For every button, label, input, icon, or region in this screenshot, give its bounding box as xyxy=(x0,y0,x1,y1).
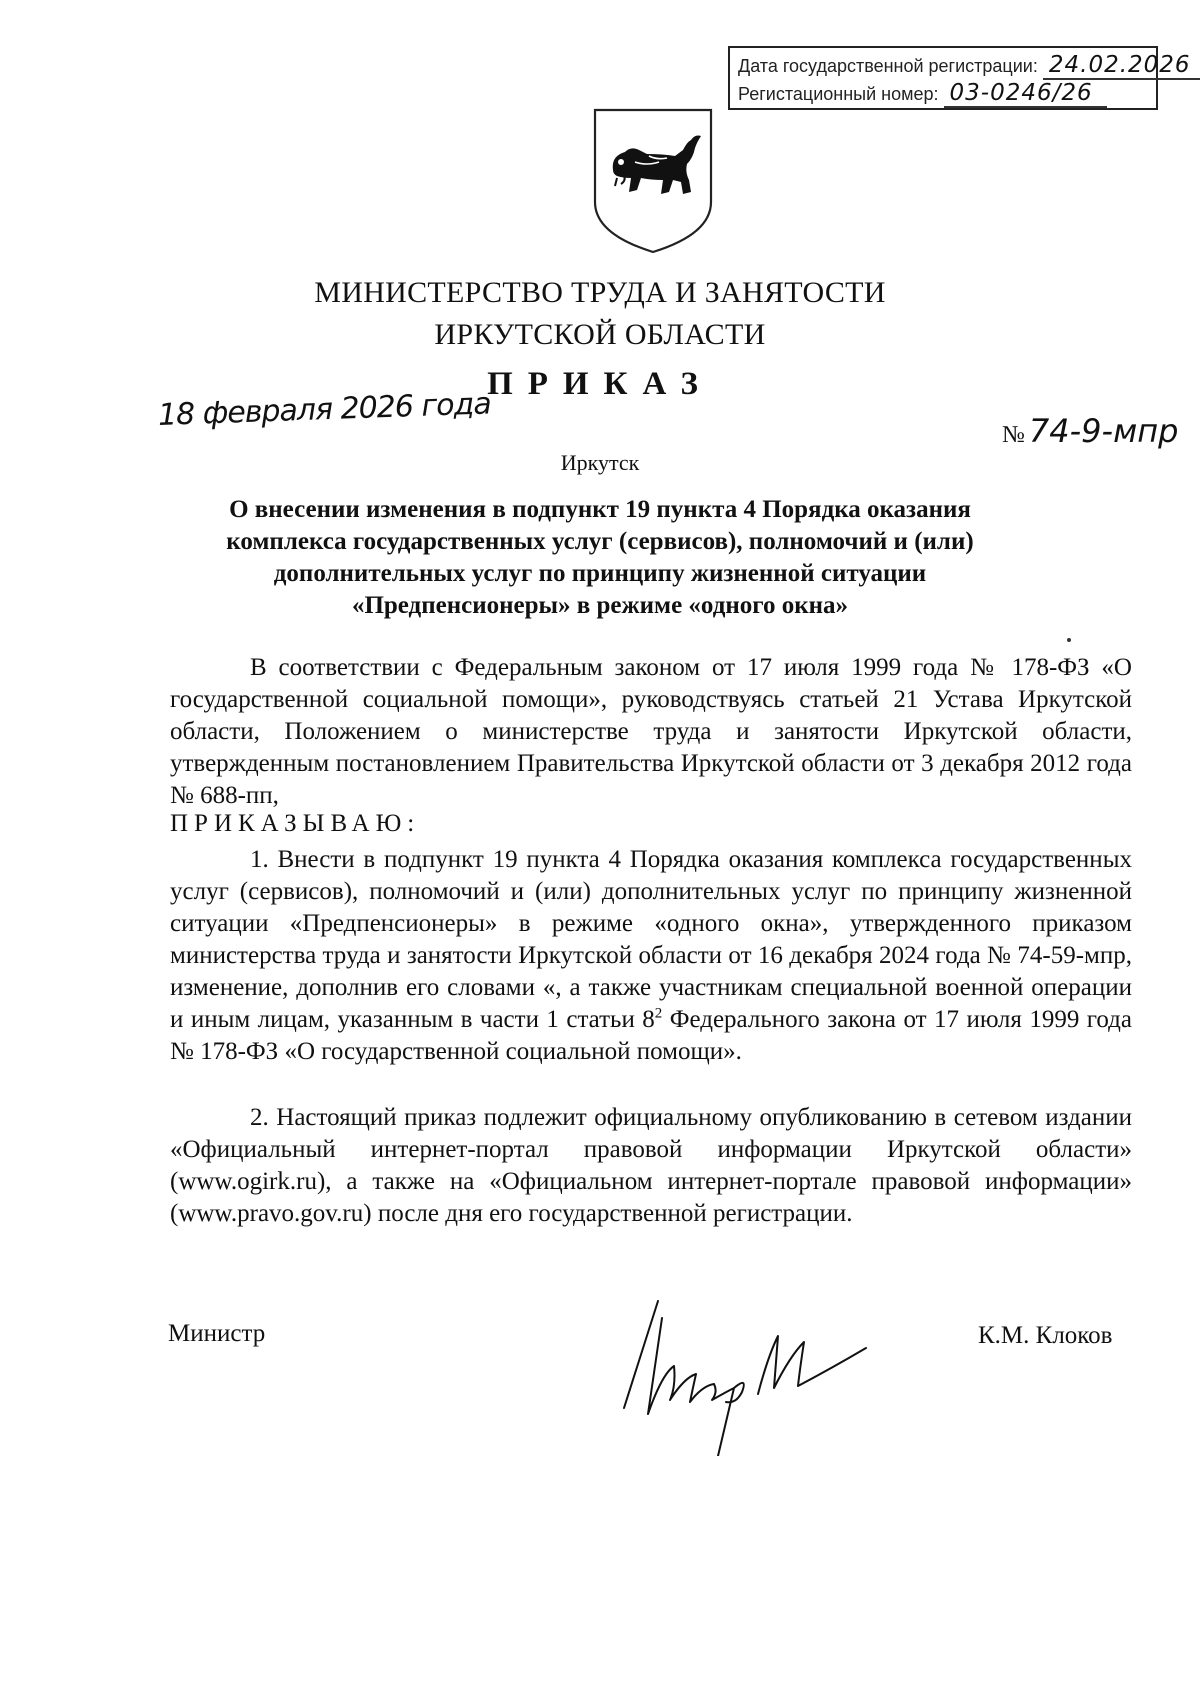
signatory-title: Министр xyxy=(168,1320,266,1347)
registration-stamp xyxy=(728,46,1191,110)
item-1-text: 1. Внести в подпункт 19 пункта 4 Порядка оказания комплекса государственных услуг (сервисов), полномочий и (или) дополнительных услуг по принципу жизненной ситуации «Предпенсионеры» в режиме «одного окна», утвержденного приказом министерства труда и занятости Иркутской области от 16 декабря 2024 года № 74-59-мпр, изменение, дополнив его словами «, а также участникам специальной военной операции и иным лицам, указанным в части 1 статьи 8 xyxy=(170,846,1132,1033)
number-sign: № xyxy=(1002,422,1025,448)
ministry-name-line2: ИРКУТСКОЙ ОБЛАСТИ xyxy=(434,318,766,351)
item-1-text-end: Федерального закона от 17 июля 1999 года № 178-ФЗ «О государственной социальной помощи». xyxy=(170,1006,1132,1065)
registration-date-value: 24.02.2026 xyxy=(1043,52,1200,80)
registration-number-value: 03-0246/26 xyxy=(944,80,1107,108)
handwritten-signature xyxy=(618,1296,878,1456)
title-line: «Предпенсионеры» в режиме «одного окна» xyxy=(351,592,849,619)
item-2-paragraph: 2. Настоящий приказ подлежит официальному опубликованию в сетевом издании «Официальный интернет-портал правовой информации Иркутской области» (www.ogirk.ru), а также на «Официальном интернет-портале правовой информации» (www.pravo.gov.ru) после дня его государственной регистрации. xyxy=(170,1104,1132,1227)
ministry-name xyxy=(0,272,1200,356)
title-line: комплекса государственных услуг (сервисов), полномочий и (или) xyxy=(226,528,974,555)
registration-date-row xyxy=(738,52,1191,80)
registration-date-label: Дата государственной регистрации: xyxy=(738,56,1038,76)
superscript: 2 xyxy=(654,1005,663,1022)
document-title xyxy=(200,494,1000,622)
title-line: О внесении изменения в подпункт 19 пункта 4 Порядка оказания xyxy=(229,496,971,523)
order-number xyxy=(1002,412,1178,450)
document-type: ПРИКАЗ xyxy=(487,366,713,402)
order-number-handwritten: 74-9-мпр xyxy=(1028,412,1179,450)
ministry-name-line1: МИНИСТЕРСТВО ТРУДА И ЗАНЯТОСТИ xyxy=(314,276,886,309)
order-date-handwritten: 18 февраля 2026 года xyxy=(157,386,492,433)
preamble-paragraph: В соответствии с Федеральным законом от 17 июля 1999 года № 178-ФЗ «О государственной социальной помощи», руководствуясь статьей 21 Устава Иркутской области, Положением о министерстве труда и занятости Иркутской области, утвержденным постановлением Правительства Иркутской области от 3 декабря 2012 года № 688-пп, xyxy=(170,654,1132,809)
registration-number-row xyxy=(738,80,1148,108)
order-word: ПРИКАЗЫВАЮ: xyxy=(170,810,421,837)
title-line: дополнительных услуг по принципу жизненной ситуации xyxy=(273,560,927,587)
scan-speck xyxy=(1067,638,1071,642)
signatory-name: К.М. Клоков xyxy=(978,1322,1113,1349)
registration-number-label: Регистационный номер: xyxy=(738,84,939,104)
item-1-paragraph xyxy=(170,844,1132,1068)
city: Иркутск xyxy=(560,450,640,475)
coat-of-arms-icon xyxy=(591,106,715,256)
